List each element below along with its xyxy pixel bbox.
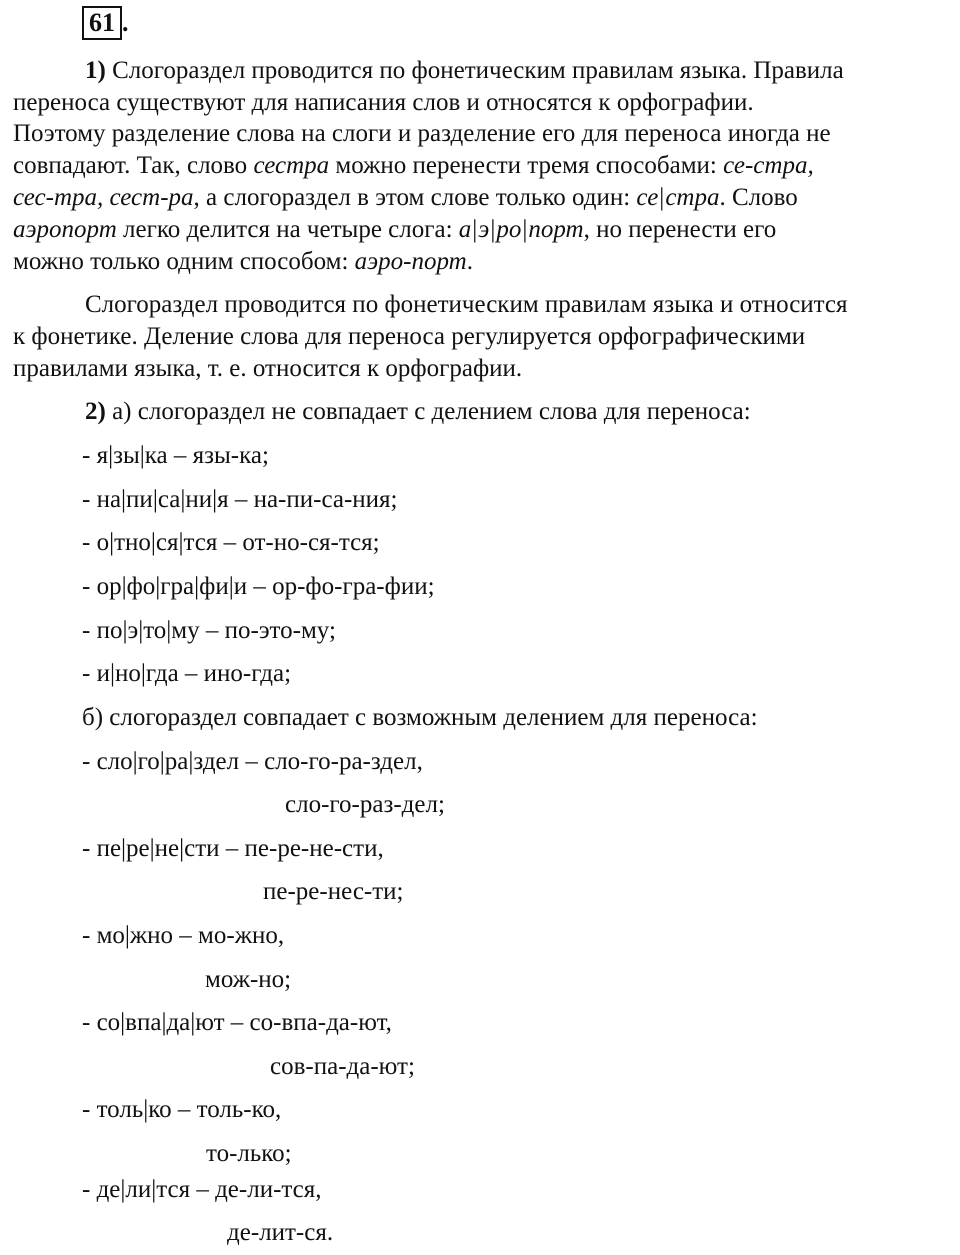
list-item: - я|зы|ка – язы-ка; bbox=[82, 442, 269, 469]
part1-marker: 1) bbox=[85, 57, 106, 84]
part2-heading-a: 2) а) слогораздел не совпадает с делением слова для переноса: bbox=[85, 398, 751, 425]
list-item-alt: сло-го-раз-дел; bbox=[285, 791, 445, 818]
exercise-number: 61 . bbox=[82, 6, 129, 40]
list-item: - сло|го|ра|здел – сло-го-ра-здел, bbox=[82, 748, 423, 775]
part1-line-6: аэропорт легко делится на четыре слога: а|э|ро|порт, но перенести его bbox=[13, 216, 777, 243]
para2-line-1: Слогораздел проводится по фонетическим правилам языка и относится bbox=[85, 291, 848, 318]
list-item: - со|впа|да|ют – со-впа-да-ют, bbox=[82, 1009, 392, 1036]
part2-marker: 2) bbox=[85, 398, 106, 425]
list-item: - толь|ко – толь-ко, bbox=[82, 1096, 282, 1123]
para2-line-3: правилами языка, т. е. относится к орфографии. bbox=[13, 355, 523, 382]
list-item: - и|но|гда – ино-гда; bbox=[82, 660, 292, 687]
list-item: - пе|ре|не|сти – пе-ре-не-сти, bbox=[82, 835, 384, 862]
list-item-alt: сов-па-да-ют; bbox=[270, 1053, 415, 1080]
part1-line-4: совпадают. Так, слово сестра можно перенести тремя способами: се-стра, bbox=[13, 152, 814, 179]
list-item-alt: де-лит-ся. bbox=[227, 1219, 334, 1246]
list-item: - мо|жно – мо-жно, bbox=[82, 922, 285, 949]
list-item: - ор|фо|гра|фи|и – ор-фо-гра-фии; bbox=[82, 573, 435, 600]
list-item-alt: то-лько; bbox=[206, 1140, 292, 1167]
list-item: - о|тно|ся|тся – от-но-ся-тся; bbox=[82, 529, 380, 556]
list-item: - на|пи|са|ни|я – на-пи-са-ния; bbox=[82, 486, 398, 513]
para2-line-2: к фонетике. Деление слова для переноса регулируется орфографическими bbox=[13, 323, 806, 350]
part1-line-3: Поэтому разделение слова на слоги и разделение его для переноса иногда не bbox=[13, 120, 831, 147]
list-item: - де|ли|тся – де-ли-тся, bbox=[82, 1176, 322, 1203]
part1-line-1: 1) Слогораздел проводится по фонетическим правилам языка. Правила bbox=[85, 57, 844, 84]
part1-line-2: переноса существуют для написания слов и относятся к орфографии. bbox=[13, 89, 754, 116]
list-item-alt: пе-ре-нес-ти; bbox=[263, 878, 404, 905]
part1-line-7: можно только одним способом: аэро-порт. bbox=[13, 248, 473, 275]
exercise-number-box: 61 bbox=[82, 6, 122, 40]
part2-heading-b: б) слогораздел совпадает с возможным делением для переноса: bbox=[82, 704, 758, 731]
list-item-alt: мож-но; bbox=[205, 966, 292, 993]
part1-line-5: сес-тра, сест-ра, а слогораздел в этом слове только один: се|стра. Слово bbox=[13, 184, 798, 211]
list-item: - по|э|то|му – по-это-му; bbox=[82, 617, 336, 644]
